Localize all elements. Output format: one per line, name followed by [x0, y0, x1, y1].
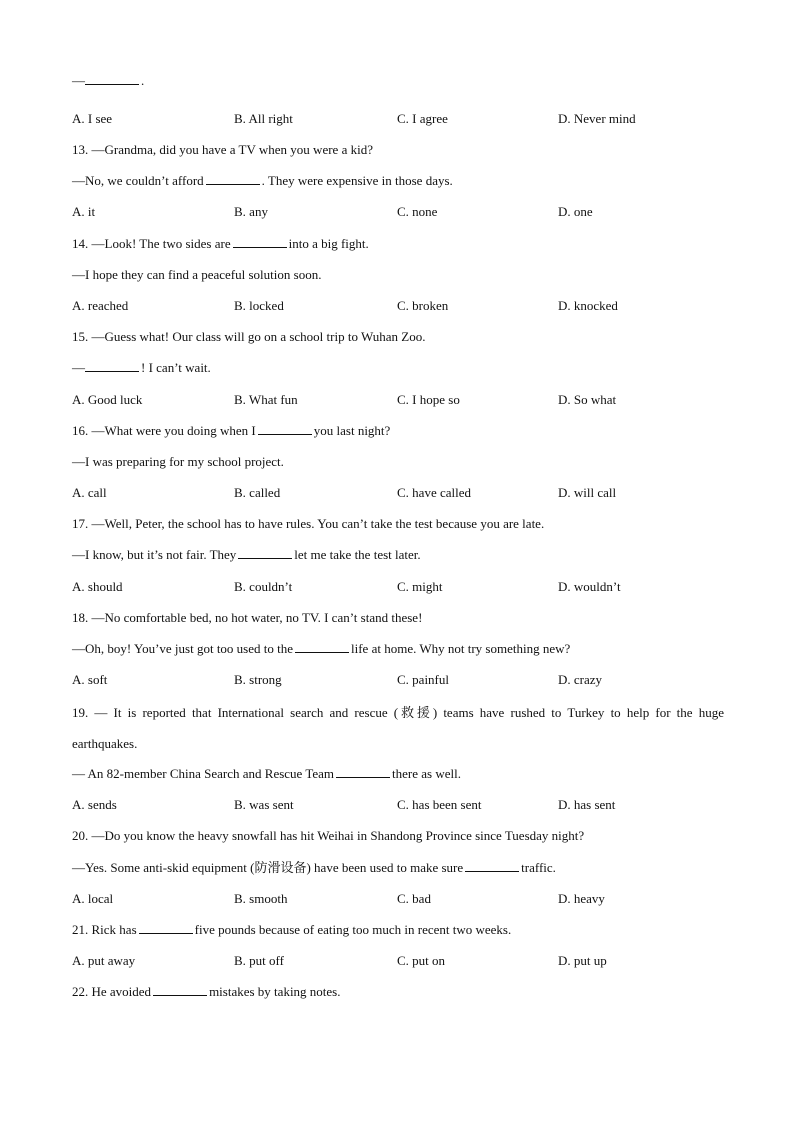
option-b[interactable]: B. couldn’t [234, 579, 293, 594]
answer-blank [139, 923, 193, 934]
answer-blank [233, 237, 287, 248]
option-d[interactable]: D. crazy [558, 672, 603, 687]
answer-blank [465, 861, 519, 872]
option-a[interactable]: A. soft [72, 672, 108, 687]
reply-14: —I hope they can find a peaceful solution soon. [72, 267, 322, 282]
option-b[interactable]: B. All right [234, 111, 293, 126]
answer-line-17: —I know, but it’s not fair. They let me take the test later. [72, 547, 421, 562]
option-c[interactable]: C. has been sent [397, 797, 482, 812]
answer-line-20: —Yes. Some anti-skid equipment (防滑设备) have been used to make sure traffic. [72, 860, 556, 875]
option-a[interactable]: A. I see [72, 111, 113, 126]
option-b[interactable]: B. smooth [234, 891, 288, 906]
option-b[interactable]: B. What fun [234, 392, 298, 407]
question-16: 16. —What were you doing when I you last night? [72, 423, 391, 438]
question-20: 20. —Do you know the heavy snowfall has hit Weihai in Shandong Province since Tuesday night? [72, 828, 585, 843]
answer-line-13: —No, we couldn’t afford . They were expensive in those days. [72, 173, 453, 188]
answer-blank [85, 361, 139, 372]
question-19: 19. — It is reported that International search and rescue (救援) teams have rushed to Turkey to help for the huge earthquakes. [72, 705, 724, 751]
option-c[interactable]: C. might [397, 579, 443, 594]
option-a[interactable]: A. local [72, 891, 114, 906]
option-d[interactable]: D. has sent [558, 797, 616, 812]
period: . [141, 73, 145, 88]
option-d[interactable]: D. put up [558, 953, 607, 968]
question-15: 15. —Guess what! Our class will go on a school trip to Wuhan Zoo. [72, 329, 426, 344]
option-d[interactable]: D. knocked [558, 298, 618, 313]
answer-blank [153, 985, 207, 996]
question-17: 17. —Well, Peter, the school has to have rules. You can’t take the test because you are late. [72, 516, 545, 531]
answer-line-15: — ! I can’t wait. [72, 360, 211, 375]
option-a[interactable]: A. reached [72, 298, 129, 313]
answer-blank [206, 174, 260, 185]
option-c[interactable]: C. I agree [397, 111, 448, 126]
option-b[interactable]: B. called [234, 485, 281, 500]
option-c[interactable]: C. bad [397, 891, 431, 906]
answer-line-19: — An 82-member China Search and Rescue Team there as well. [72, 766, 461, 781]
option-c[interactable]: C. put on [397, 953, 446, 968]
option-d[interactable]: D. will call [558, 485, 617, 500]
option-d[interactable]: D. heavy [558, 891, 605, 906]
answer-line [72, 72, 724, 90]
answer-blank [336, 767, 390, 778]
answer-blank [295, 642, 349, 653]
option-c[interactable]: C. I hope so [397, 392, 460, 407]
option-a[interactable]: A. sends [72, 797, 117, 812]
question-21: 21. Rick has five pounds because of eating too much in recent two weeks. [72, 922, 512, 937]
answer-blank [258, 424, 312, 435]
option-a[interactable]: A. put away [72, 953, 136, 968]
option-b[interactable]: B. any [234, 204, 268, 219]
option-b[interactable]: B. strong [234, 672, 282, 687]
answer-blank [238, 548, 292, 559]
answer-line-18: —Oh, boy! You’ve just got too used to the life at home. Why not try something new? [72, 641, 571, 656]
option-b[interactable]: B. put off [234, 953, 284, 968]
option-b[interactable]: B. locked [234, 298, 284, 313]
option-a[interactable]: A. Good luck [72, 392, 143, 407]
option-c[interactable]: C. none [397, 204, 438, 219]
question-13: 13. —Grandma, did you have a TV when you were a kid? [72, 142, 373, 157]
question-14: 14. —Look! The two sides are into a big fight. [72, 236, 369, 251]
answer-blank [85, 74, 139, 85]
question-18: 18. —No comfortable bed, no hot water, no TV. I can’t stand these! [72, 610, 423, 625]
option-d[interactable]: D. wouldn’t [558, 579, 621, 594]
dash: — [72, 73, 85, 88]
option-c[interactable]: C. have called [397, 485, 471, 500]
option-d[interactable]: D. So what [558, 392, 617, 407]
option-a[interactable]: A. it [72, 204, 96, 219]
option-c[interactable]: C. painful [397, 672, 449, 687]
option-d[interactable]: D. one [558, 204, 593, 219]
option-a[interactable]: A. should [72, 579, 123, 594]
option-b[interactable]: B. was sent [234, 797, 294, 812]
question-22: 22. He avoided mistakes by taking notes. [72, 984, 341, 999]
reply-16: —I was preparing for my school project. [72, 454, 284, 469]
option-d[interactable]: D. Never mind [558, 111, 636, 126]
option-c[interactable]: C. broken [397, 298, 449, 313]
option-a[interactable]: A. call [72, 485, 107, 500]
